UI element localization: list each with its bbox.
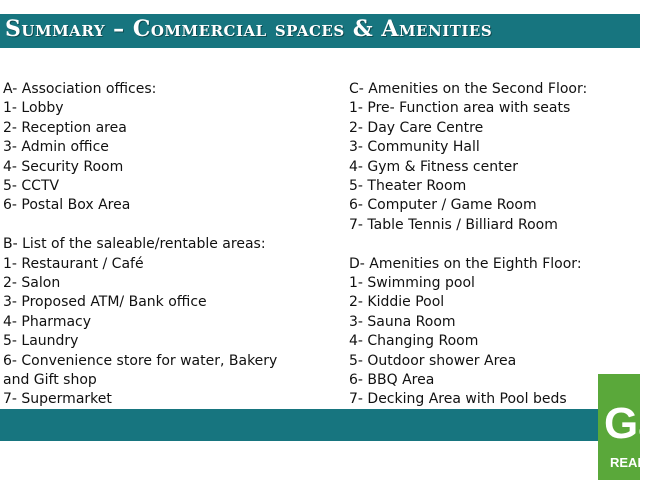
section-a-item: 4- Security Room — [3, 158, 124, 175]
section-c-item: 7- Table Tennis / Billiard Room — [349, 216, 558, 233]
logo-text: Ga — [604, 399, 663, 448]
section-c-item: 2- Day Care Centre — [349, 119, 484, 136]
section-a-item: 5- CCTV — [3, 178, 60, 195]
section-a-item: 2- Reception area — [3, 119, 127, 136]
brand-logo — [598, 374, 663, 480]
left-column — [3, 80, 303, 410]
section-b-item: 7- Supermarket — [3, 391, 112, 408]
section-a-item: 6- Postal Box Area — [3, 197, 131, 214]
section-d-item: 5- Outdoor shower Area — [349, 352, 517, 369]
footer-bar — [0, 409, 640, 441]
section-d-item: 3- Sauna Room — [349, 313, 456, 330]
section-a-item: 1- Lobby — [3, 100, 64, 117]
section-b-heading: B- List of the saleable/rentable areas: — [3, 236, 266, 253]
section-b-item: 6- Convenience store for water, Bakery — [3, 352, 278, 369]
section-b-item: 2- Salon — [3, 275, 61, 292]
section-c-heading: C- Amenities on the Second Floor: — [349, 81, 588, 97]
section-b-item: and Gift shop — [3, 372, 97, 389]
section-c-item: 1- Pre- Function area with seats — [349, 100, 571, 117]
spacer — [3, 216, 303, 235]
section-a-heading: A- Association offices: — [3, 81, 157, 97]
section-b-item: 4- Pharmacy — [3, 313, 92, 330]
section-b-item: 5- Laundry — [3, 333, 79, 350]
page-title: Summary – Commercial spaces & Amenities — [5, 16, 493, 42]
section-d-item: 2- Kiddie Pool — [349, 294, 445, 311]
section-c-item: 3- Community Hall — [349, 139, 480, 156]
section-c-item: 5- Theater Room — [349, 178, 467, 195]
section-c-item: 6- Computer / Game Room — [349, 197, 537, 214]
section-d-item: 4- Changing Room — [349, 333, 479, 350]
section-d-item: 6- BBQ Area — [349, 372, 435, 389]
right-column — [349, 80, 599, 410]
section-d-item: 7- Decking Area with Pool beds — [349, 391, 567, 408]
spacer — [349, 235, 599, 254]
section-a-item: 3- Admin office — [3, 139, 109, 156]
section-d-heading: D- Amenities on the Eighth Floor: — [349, 255, 582, 272]
logo-subtext: REAL — [610, 455, 646, 470]
section-b-item: 1- Restaurant / Café — [3, 255, 144, 272]
section-c-item: 4- Gym & Fitness center — [349, 158, 518, 175]
section-d-item: 1- Swimming pool — [349, 275, 475, 292]
section-b-item: 3- Proposed ATM/ Bank office — [3, 294, 207, 311]
